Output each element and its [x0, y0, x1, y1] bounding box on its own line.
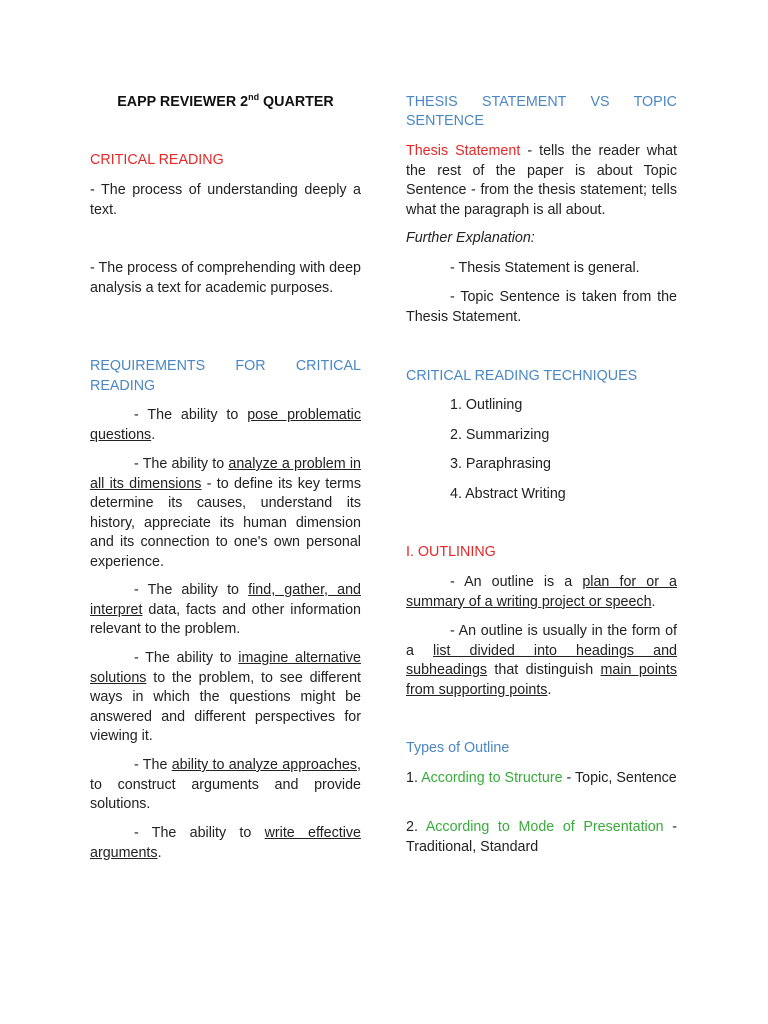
technique-item-4: 4. Abstract Writing	[450, 486, 566, 502]
critical-reading-heading: CRITICAL READING	[90, 152, 224, 168]
outlining-heading: I. OUTLINING	[406, 544, 496, 560]
requirement-item-3: - The ability to find, gather, and interpret data, facts and other information relevant to the problem.	[90, 582, 361, 637]
outline-type-2: 2. According to Mode of Presentation - Traditional, Standard	[406, 819, 678, 855]
requirement-item-2: - The ability to analyze a problem in all its dimensions - to define its key terms determine its causes, understand its history, appreciate its human dimension and its connection to one's own personal experience.	[90, 456, 361, 570]
requirement-item-1: - The ability to pose problematic questions.	[90, 407, 361, 443]
further-point-2: - Topic Sentence is taken from the Thesis Statement.	[406, 289, 677, 325]
critical-reading-definition-1: - The process of understanding deeply a text.	[90, 182, 361, 218]
requirements-heading-line-2: READING	[90, 378, 156, 394]
requirement-item-6: - The ability to write effective arguments.	[90, 825, 361, 861]
requirements-heading-line-1: REQUIREMENTS FOR CRITICAL	[90, 358, 361, 374]
technique-item-3: 3. Paraphrasing	[450, 456, 551, 472]
thesis-statement-definition: Thesis Statement - tells the reader what the rest of the paper is about Topic Sentence - from the thesis statement; tells what the paragraph is all about.	[406, 143, 678, 218]
further-explanation-label: Further Explanation:	[406, 230, 535, 246]
thesis-vs-topic-heading-line-2: SENTENCE	[406, 113, 484, 129]
page-title: EAPP REVIEWER 2nd QUARTER	[117, 92, 334, 110]
techniques-heading: CRITICAL READING TECHNIQUES	[406, 368, 638, 384]
outlining-paragraph-1: - An outline is a plan for or a summary of a writing project or speech.	[406, 574, 678, 610]
thesis-vs-topic-heading-line-1: THESIS STATEMENT VS TOPIC	[406, 94, 677, 110]
outline-type-1: 1. According to Structure - Topic, Sentence	[406, 770, 677, 786]
critical-reading-definition-2: - The process of comprehending with deep analysis a text for academic purposes.	[90, 260, 361, 296]
requirement-item-5: - The ability to analyze approaches, to construct arguments and provide solutions.	[90, 757, 361, 812]
technique-item-2: 2. Summarizing	[450, 427, 550, 443]
technique-item-1: 1. Outlining	[450, 397, 523, 413]
types-of-outline-heading: Types of Outline	[406, 740, 510, 756]
further-point-1: - Thesis Statement is general.	[450, 260, 640, 276]
requirement-item-4: - The ability to imagine alternative solutions to the problem, to see different ways in which the questions might be answered and different perspectives for viewing it.	[90, 650, 361, 744]
outlining-paragraph-2: - An outline is usually in the form of a list divided into headings and subheadings that distinguish main points from supporting points.	[406, 623, 677, 698]
